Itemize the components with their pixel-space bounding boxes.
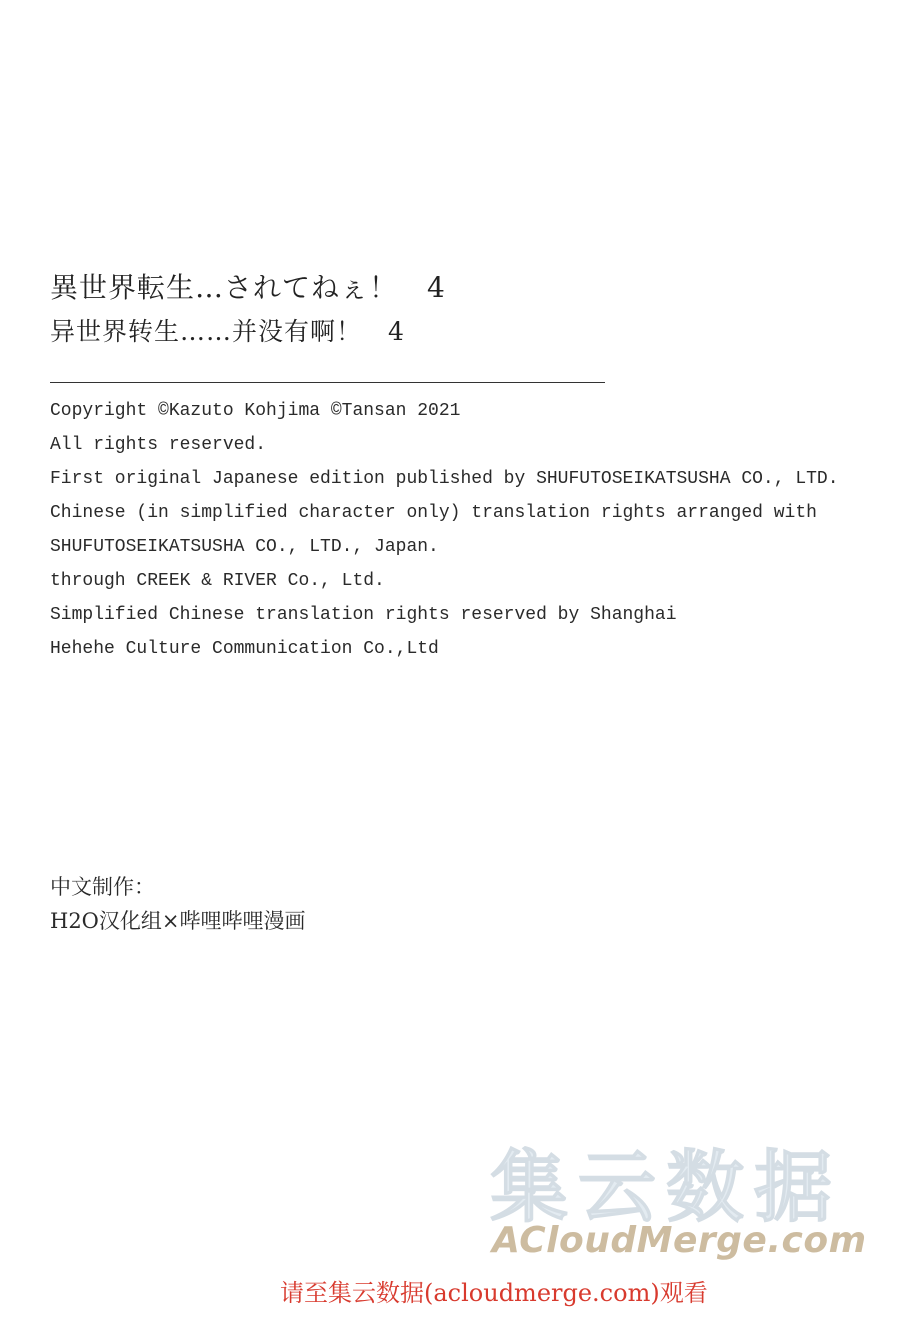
watermark-english: ACloudMerge.com: [492, 1220, 867, 1261]
copyright-line: Copyright ©Kazuto Kohjima ©Tansan 2021: [50, 401, 461, 421]
footer-watch-link[interactable]: 请至集云数据(acloudmerge.com)观看: [280, 1279, 708, 1307]
watermark-chinese: 集云数据: [490, 1143, 843, 1233]
copyright-line: through CREEK & RIVER Co., Ltd.: [50, 571, 385, 591]
divider: [50, 382, 605, 383]
copyright-line: Simplified Chinese translation rights reserved by Shanghai: [50, 605, 677, 625]
copyright-line: Chinese (in simplified character only) translation rights arranged with: [50, 503, 817, 523]
chinese-title: 异世界转生……并没有啊！ 4: [50, 317, 405, 346]
copyright-block: [50, 396, 839, 668]
japanese-title: 異世界転生…されてねぇ！ 4: [50, 271, 446, 304]
copyright-line: Hehehe Culture Communication Co.,Ltd: [50, 639, 439, 659]
copyright-line: SHUFUTOSEIKATSUSHA CO., LTD., Japan.: [50, 537, 439, 557]
credits-team: H2O汉化组×哔哩哔哩漫画: [50, 909, 306, 933]
credits-block: [50, 870, 306, 938]
credits-heading: 中文制作：: [50, 875, 155, 899]
watermark-logo: [490, 1125, 890, 1270]
copyright-line: All rights reserved.: [50, 435, 267, 455]
copyright-line: First original Japanese edition published by SHUFUTOSEIKATSUSHA CO., LTD.: [50, 469, 839, 489]
